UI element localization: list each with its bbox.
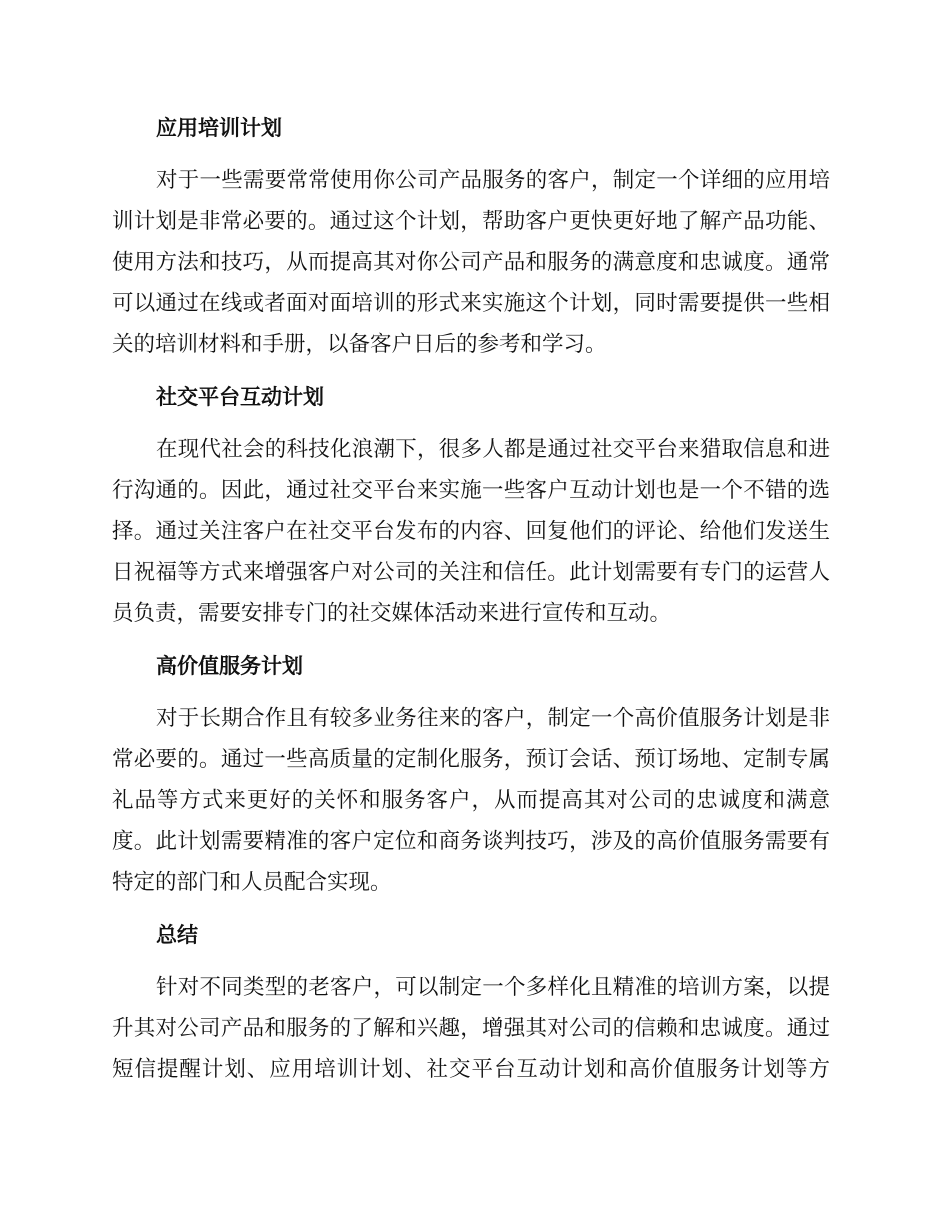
section-paragraph	[112, 698, 830, 903]
paragraph-line: 升其对公司产品和服务的了解和兴趣，增强其对公司的信赖和忠诚度。通过	[112, 1016, 830, 1041]
paragraph-line: 关的培训材料和手册，以备客户日后的参考和学习。	[112, 332, 607, 357]
section-social-platform	[112, 377, 830, 634]
paragraph-line: 短信提醒计划、应用培训计划、社交平台互动计划和高价值服务计划等方	[112, 1057, 830, 1082]
section-paragraph	[112, 160, 830, 365]
paragraph-line: 针对不同类型的老客户，可以制定一个多样化且精准的培训方案，以提	[156, 975, 830, 1000]
paragraph-line: 日祝福等方式来增强客户对公司的关注和信任。此计划需要有专门的运营人	[112, 560, 830, 585]
section-heading: 社交平台互动计划	[156, 385, 324, 409]
paragraph-line: 择。通过关注客户在社交平台发布的内容、回复他们的评论、给他们发送生	[112, 519, 830, 544]
paragraph-line: 训计划是非常必要的。通过这个计划，帮助客户更快更好地了解产品功能、	[112, 209, 830, 234]
document-page	[112, 108, 830, 1102]
section-summary	[112, 915, 830, 1090]
paragraph-line: 行沟通的。因此，通过社交平台来实施一些客户互动计划也是一个不错的选	[112, 478, 830, 503]
paragraph-line: 对于一些需要常常使用你公司产品服务的客户，制定一个详细的应用培	[156, 168, 830, 193]
paragraph-line: 在现代社会的科技化浪潮下，很多人都是通过社交平台来猎取信息和进	[156, 437, 830, 462]
paragraph-line: 特定的部门和人员配合实现。	[112, 870, 392, 895]
paragraph-line: 可以通过在线或者面对面培训的形式来实施这个计划，同时需要提供一些相	[112, 291, 830, 316]
paragraph-line: 员负责，需要安排专门的社交媒体活动来进行宣传和互动。	[112, 601, 672, 626]
section-heading: 应用培训计划	[156, 116, 282, 140]
paragraph-line: 对于长期合作且有较多业务往来的客户，制定一个高价值服务计划是非	[156, 706, 830, 731]
paragraph-line: 常必要的。通过一些高质量的定制化服务，预订会话、预订场地、定制专属	[112, 747, 830, 772]
section-paragraph	[112, 429, 830, 634]
section-high-value-service	[112, 646, 830, 903]
section-heading: 总结	[156, 923, 198, 947]
section-heading: 高价值服务计划	[156, 654, 303, 678]
paragraph-line: 礼品等方式来更好的关怀和服务客户，从而提高其对公司的忠诚度和满意	[112, 788, 830, 813]
paragraph-line: 度。此计划需要精准的客户定位和商务谈判技巧，涉及的高价值服务需要有	[112, 829, 830, 854]
paragraph-line: 使用方法和技巧，从而提高其对你公司产品和服务的满意度和忠诚度。通常	[112, 250, 830, 275]
section-paragraph	[112, 967, 830, 1090]
section-app-training	[112, 108, 830, 365]
